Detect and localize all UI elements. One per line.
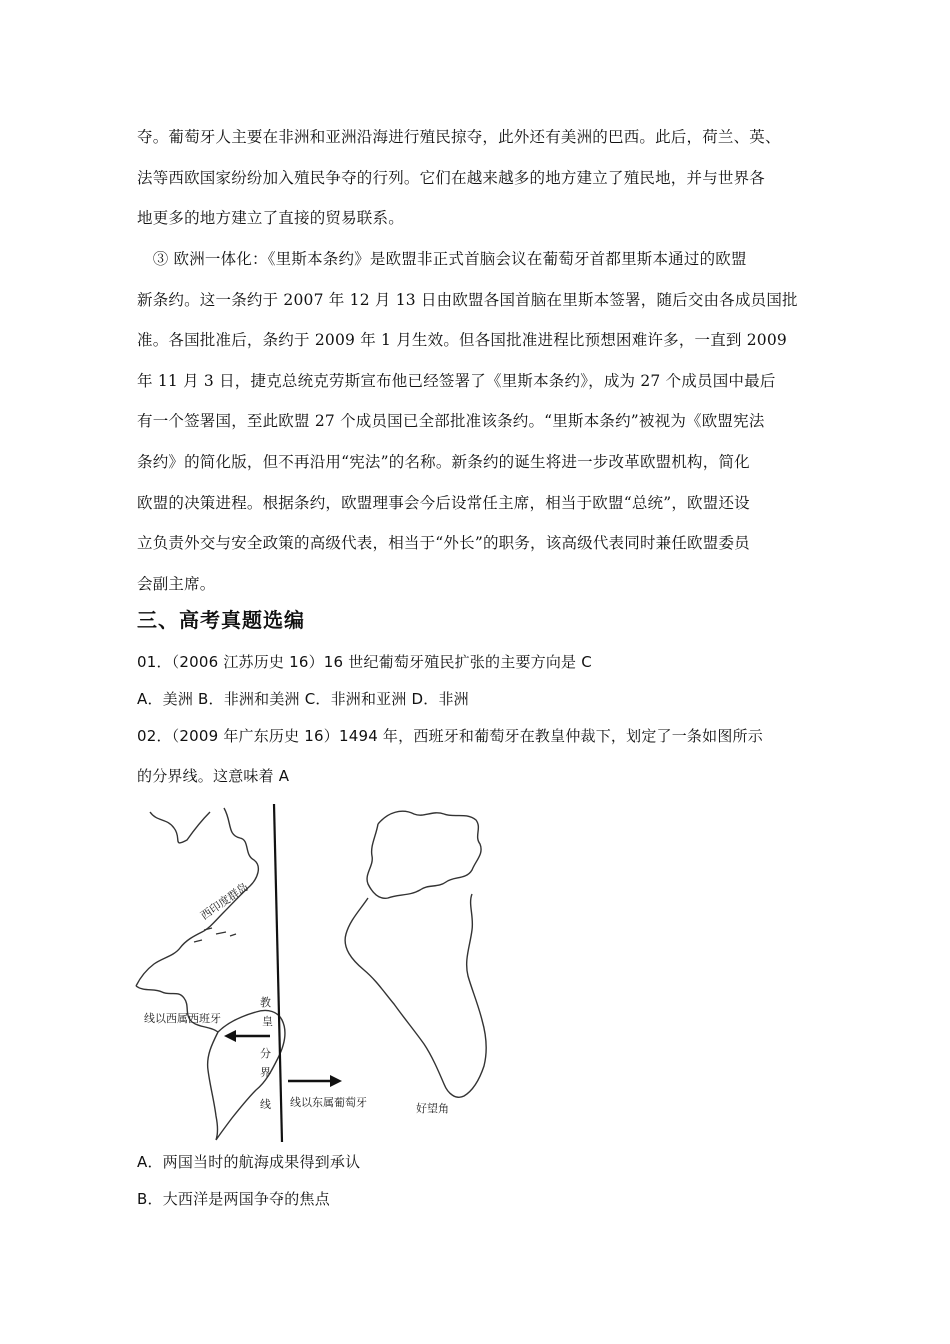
text-line: 欧盟的决策进程。根据条约，欧盟理事会今后设常任主席，相当于欧盟“总统”，欧盟还设: [137, 493, 750, 512]
text-line: 有一个签署国，至此欧盟 27 个成员国已全部批准该条约。“里斯本条约”被视为《欧盟宪法: [137, 412, 765, 431]
spain-arrowhead: [224, 1030, 236, 1042]
text-line: ③ 欧洲一体化：《里斯本条约》是欧盟非正式首脑会议在葡萄牙首都里斯本通过的欧盟: [137, 250, 747, 268]
question-1-options: A．美洲 B．非洲和美洲 C．非洲和亚洲 D．非洲: [137, 690, 469, 708]
africa-coast: [345, 894, 486, 1097]
map-label-line-char: 线: [260, 1098, 271, 1111]
question-2-option-b: B．大西洋是两国争夺的焦点: [137, 1190, 330, 1208]
question-2-option-a: A．两国当时的航海成果得到承认: [137, 1153, 361, 1171]
map-label-portugal: 线以东属葡萄牙: [290, 1096, 367, 1109]
text-line: 准。各国批准后，条约于 2009 年 1 月生效。但各国批准进程比预想困难许多，一直到 2009: [137, 331, 787, 350]
south-america-coast: [208, 1010, 285, 1140]
map-label-line-char: 皇: [262, 1015, 273, 1028]
europe-coast: [367, 811, 481, 898]
gulf-coast: [136, 986, 218, 1032]
portugal-arrowhead: [330, 1075, 342, 1087]
question-1-stem: 01．（2006 江苏历史 16）16 世纪葡萄牙殖民扩张的主要方向是 C: [137, 653, 592, 671]
map-label-cape: 好望角: [416, 1102, 449, 1115]
paragraph-eu-integration: [137, 239, 827, 604]
text-line: 年 11 月 3 日，捷克总统克劳斯宣布他已经签署了《里斯本条约》，成为 27 个成员国中最后: [137, 371, 776, 390]
map-label-line-char: 分: [260, 1047, 271, 1060]
demarcation-line-map: [132, 800, 494, 1145]
papal-demarcation-line: [274, 804, 282, 1142]
text-line: 地更多的地方建立了直接的贸易联系。: [137, 209, 404, 228]
text-line: 立负责外交与安全政策的高级代表，相当于“外长”的职务，该高级代表同时兼任欧盟委员: [137, 534, 750, 553]
text-line: 法等西欧国家纷纷加入殖民争夺的行列。它们在越来越多的地方建立了殖民地，并与世界各: [137, 168, 766, 187]
text-line: 夺。葡萄牙人主要在非洲和亚洲沿海进行殖民掠夺，此外还有美洲的巴西。此后，荷兰、英、: [137, 128, 781, 146]
text-line: 会副主席。: [137, 574, 216, 593]
paragraph-colonial: [137, 117, 827, 239]
map-label-line-char: 教: [260, 996, 271, 1009]
text-line: 新条约。这一条约于 2007 年 12 月 13 日由欧盟各国首脑在里斯本签署，随后交由各成员国批: [137, 290, 798, 309]
text-line: 条约》的简化版，但不再沿用“宪法”的名称。新条约的诞生将进一步改革欧盟机构，简化: [137, 452, 750, 471]
west-indies-islands: [194, 928, 236, 942]
section-heading: 三、高考真题选编: [137, 608, 305, 632]
question-2-stem: 02．（2009 年广东历史 16）1494 年，西班牙和葡萄牙在教皇仲裁下，划定了一条如图所示: [137, 727, 763, 745]
map-label-west-indies: 西印度群岛: [198, 880, 251, 923]
map-label-line-char: 界: [260, 1066, 271, 1079]
map-label-spain: 线以西属西班牙: [144, 1012, 221, 1025]
question-2-stem-cont: 的分界线。这意味着 A: [137, 767, 290, 785]
